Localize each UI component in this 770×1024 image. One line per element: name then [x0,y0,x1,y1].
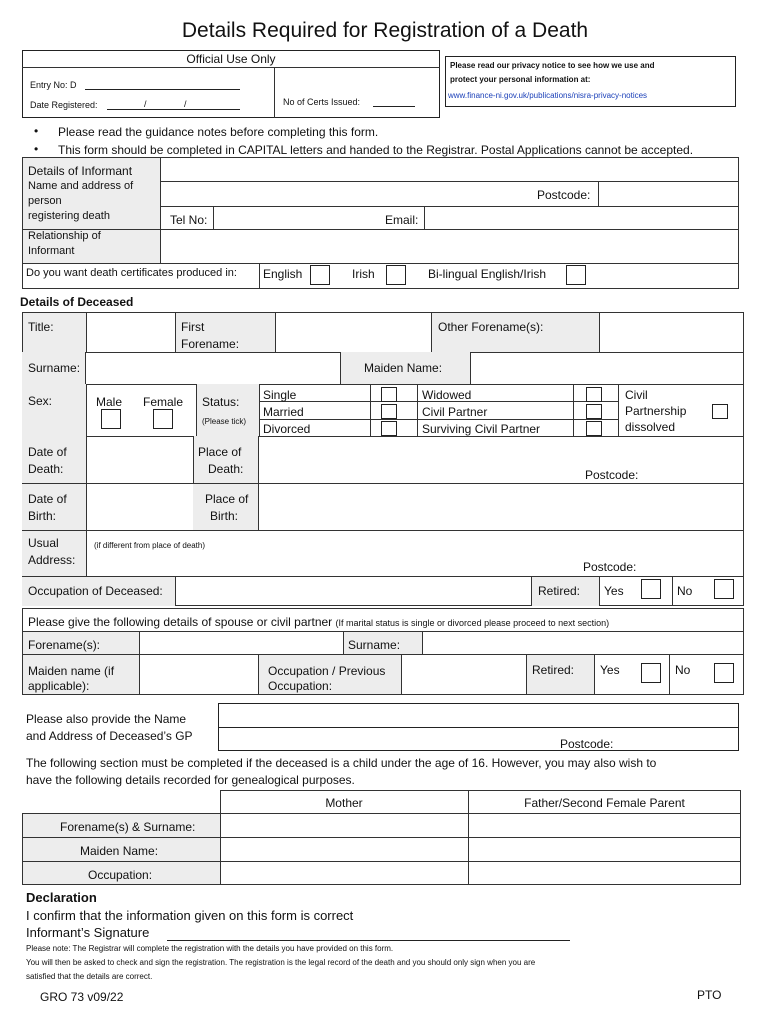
spouse-retired-yes-label: Yes [600,663,620,677]
pto-label: PTO [697,988,722,1002]
cp-dissolved-label-1: Civil [625,388,648,402]
opt-bilingual-checkbox[interactable] [566,265,586,285]
divorced-checkbox[interactable] [381,421,397,436]
gp-label-1: Please also provide the Name [26,712,187,726]
row-names-label: Forename(s) & Surname: [60,820,196,834]
spouse-retired-label: Retired: [532,663,575,677]
row-occupation-label: Occupation: [88,868,153,882]
male-checkbox[interactable] [101,409,121,429]
female-checkbox[interactable] [153,409,173,429]
other-forenames-label: Other Forename(s): [438,320,544,334]
declaration-confirm: I confirm that the information given on this form is correct [26,908,354,923]
single-label: Single [263,388,297,402]
spouse-occupation-field[interactable] [402,655,526,694]
maiden-name-label: Maiden Name: [364,361,443,375]
dod-label-2: Death: [28,462,64,476]
spouse-occupation-label-2: Occupation: [268,679,333,693]
if-different-note: (if different from place of death) [94,541,206,550]
spouse-forenames-field[interactable] [140,632,343,654]
spouse-intro-text: Please give the following details of spouse or civil partner [28,615,333,629]
please-tick-label: (Please tick) [202,417,247,426]
title-label: Title: [28,320,54,334]
informant-heading: Details of Informant [28,164,133,178]
cert-language-question: Do you want death certificates produced in: [26,267,237,279]
surviving-cp-label: Surviving Civil Partner [422,422,541,436]
child-intro-2: have the following details recorded for genealogical purposes. [26,773,355,787]
spouse-occupation-label-1: Occupation / Previous [268,664,386,678]
privacy-link[interactable]: www.finance-ni.gov.uk/publications/nisra-privacy-notices [448,91,648,100]
date-of-birth-field[interactable] [87,484,193,530]
retired-no-checkbox[interactable] [714,579,734,599]
surname-field[interactable] [86,353,340,384]
informant-name-field[interactable] [161,158,738,181]
entry-no-field[interactable] [85,89,240,90]
mother-names-field[interactable] [221,814,468,837]
gp-label-2: and Address of Deceased’s GP [26,729,193,743]
col-mother: Mother [325,796,363,810]
retired-label: Retired: [538,584,581,598]
informant-postcode-label: Postcode: [537,188,591,202]
dob-label-1: Date of [28,492,67,506]
female-label: Female [143,395,184,409]
civil-partner-label: Civil Partner [422,405,488,419]
retired-no-label: No [677,584,693,598]
place-of-birth-field[interactable] [259,484,743,530]
spouse-forenames-label: Forename(s): [28,638,101,652]
pod-postcode-label: Postcode: [585,468,639,482]
declaration-note-3: satisfied that the details are correct. [26,972,153,981]
bullet-guidance: Please read the guidance notes before completing this form. [58,125,379,139]
opt-bilingual-label: Bi-lingual English/Irish [428,267,547,281]
male-label: Male [96,395,123,409]
first-forename-field[interactable] [276,313,431,352]
date-slash-1: / [144,99,147,109]
form-code: GRO 73 v09/22 [40,990,124,1004]
dod-label-1: Date of [28,445,67,459]
pob-label-2: Birth: [210,509,239,523]
informant-tel-field[interactable] [214,207,374,229]
signature-line[interactable] [167,940,570,941]
informant-name-label-3: registering death [28,210,110,222]
cp-dissolved-label-3: dissolved [625,420,676,434]
relationship-label-1: Relationship of [28,230,101,242]
declaration-note-2: You will then be asked to check and sign the registration. The registration is the legal record of the death and you should only sign when you are [26,958,536,967]
spouse-retired-no-checkbox[interactable] [714,663,734,683]
date-slash-2: / [184,99,187,109]
spouse-surname-field[interactable] [423,632,743,654]
usual-address-label-1: Usual [28,536,59,550]
dob-label-2: Birth: [28,509,57,523]
pob-label-1: Place of [205,492,249,506]
first-forename-label-2: Forename: [181,337,240,351]
civil-partner-checkbox[interactable] [586,404,602,419]
father-maiden-field[interactable] [469,838,740,861]
certs-issued-field[interactable] [373,106,415,107]
spouse-maiden-field[interactable] [140,655,258,694]
deceased-heading: Details of Deceased [20,295,134,309]
place-of-death-field[interactable] [259,437,743,483]
bullet-dot-2: • [34,142,39,156]
surviving-cp-checkbox[interactable] [586,421,602,436]
gp-address-field[interactable] [218,727,739,751]
retired-yes-checkbox[interactable] [641,579,661,599]
father-occupation-field[interactable] [469,862,740,884]
certs-issued-label: No of Certs Issued: [283,97,361,107]
opt-irish-label: Irish [352,267,375,281]
date-of-death-field[interactable] [87,437,193,483]
declaration-heading: Declaration [26,890,97,905]
spouse-intro-note: (If marital status is single or divorced please proceed to next section) [335,618,610,628]
informant-tel-label: Tel No: [170,213,208,227]
widowed-checkbox[interactable] [586,387,602,402]
privacy-line-2: protect your personal information at: [450,75,591,84]
occupation-field[interactable] [176,577,531,606]
single-checkbox[interactable] [381,387,397,402]
usual-postcode-label: Postcode: [583,560,637,574]
informant-name-label-1: Name and address of [28,180,134,192]
date-registered-label: Date Registered: [30,100,98,110]
usual-address-field[interactable] [87,531,743,576]
relationship-field[interactable] [161,230,738,263]
informant-postcode-field[interactable] [599,182,738,206]
bullet-capitals: This form should be completed in CAPITAL letters and handed to the Registrar. Postal Applications cannot be accepted. [58,143,694,157]
retired-yes-label: Yes [604,584,624,598]
mother-maiden-field[interactable] [221,838,468,861]
col-father: Father/Second Female Parent [524,796,685,810]
maiden-name-field[interactable] [471,353,743,384]
divorced-label: Divorced [263,422,311,436]
entry-no-label: Entry No: D [30,80,77,90]
first-forename-label-1: First [181,320,205,334]
sex-label: Sex: [28,394,53,408]
other-forenames-field[interactable] [600,313,743,352]
informant-address-field[interactable] [161,182,531,206]
status-label: Status: [202,395,240,409]
mother-occupation-field[interactable] [221,862,468,884]
pod-label-1: Place of [198,445,242,459]
spouse-maiden-label-2: applicable): [28,679,90,693]
opt-english-checkbox[interactable] [310,265,330,285]
surname-label: Surname: [28,361,81,375]
spouse-retired-no-label: No [675,663,691,677]
declaration-note-1: Please note: The Registrar will complete the registration with the details you have provided on this form. [26,944,394,953]
informant-name-label-2: person [28,195,62,207]
bullet-dot-1: • [34,124,39,138]
spouse-maiden-label-1: Maiden name (if [28,664,115,678]
child-intro-1: The following section must be completed if the deceased is a child under the age of 16. However, you may also wish to [26,756,657,770]
spouse-intro [28,615,609,629]
gp-postcode-label: Postcode: [560,737,614,751]
cp-dissolved-label-2: Partnership [625,404,687,418]
married-checkbox[interactable] [381,404,397,419]
row-maiden-label: Maiden Name: [80,844,159,858]
official-use-heading: Official Use Only [186,52,276,66]
relationship-label-2: Informant [28,245,75,257]
title-field[interactable] [87,313,175,352]
married-label: Married [263,405,304,419]
occupation-label: Occupation of Deceased: [28,584,163,598]
cp-dissolved-checkbox[interactable] [712,404,728,419]
opt-english-label: English [263,267,303,281]
privacy-line-1: Please read our privacy notice to see how we use and [450,61,655,70]
spouse-retired-yes-checkbox[interactable] [641,663,661,683]
date-registered-field[interactable] [107,109,240,110]
pod-label-2: Death: [208,462,244,476]
gp-name-field[interactable] [218,703,739,728]
signature-label: Informant’s Signature [26,925,150,940]
informant-email-field[interactable] [425,207,738,229]
widowed-label: Widowed [422,388,472,402]
page-title: Details Required for Registration of a Death [181,19,589,42]
informant-email-label: Email: [385,213,419,227]
usual-address-label-2: Address: [28,553,76,567]
spouse-surname-label: Surname: [348,638,401,652]
father-names-field[interactable] [469,814,740,837]
opt-irish-checkbox[interactable] [386,265,406,285]
